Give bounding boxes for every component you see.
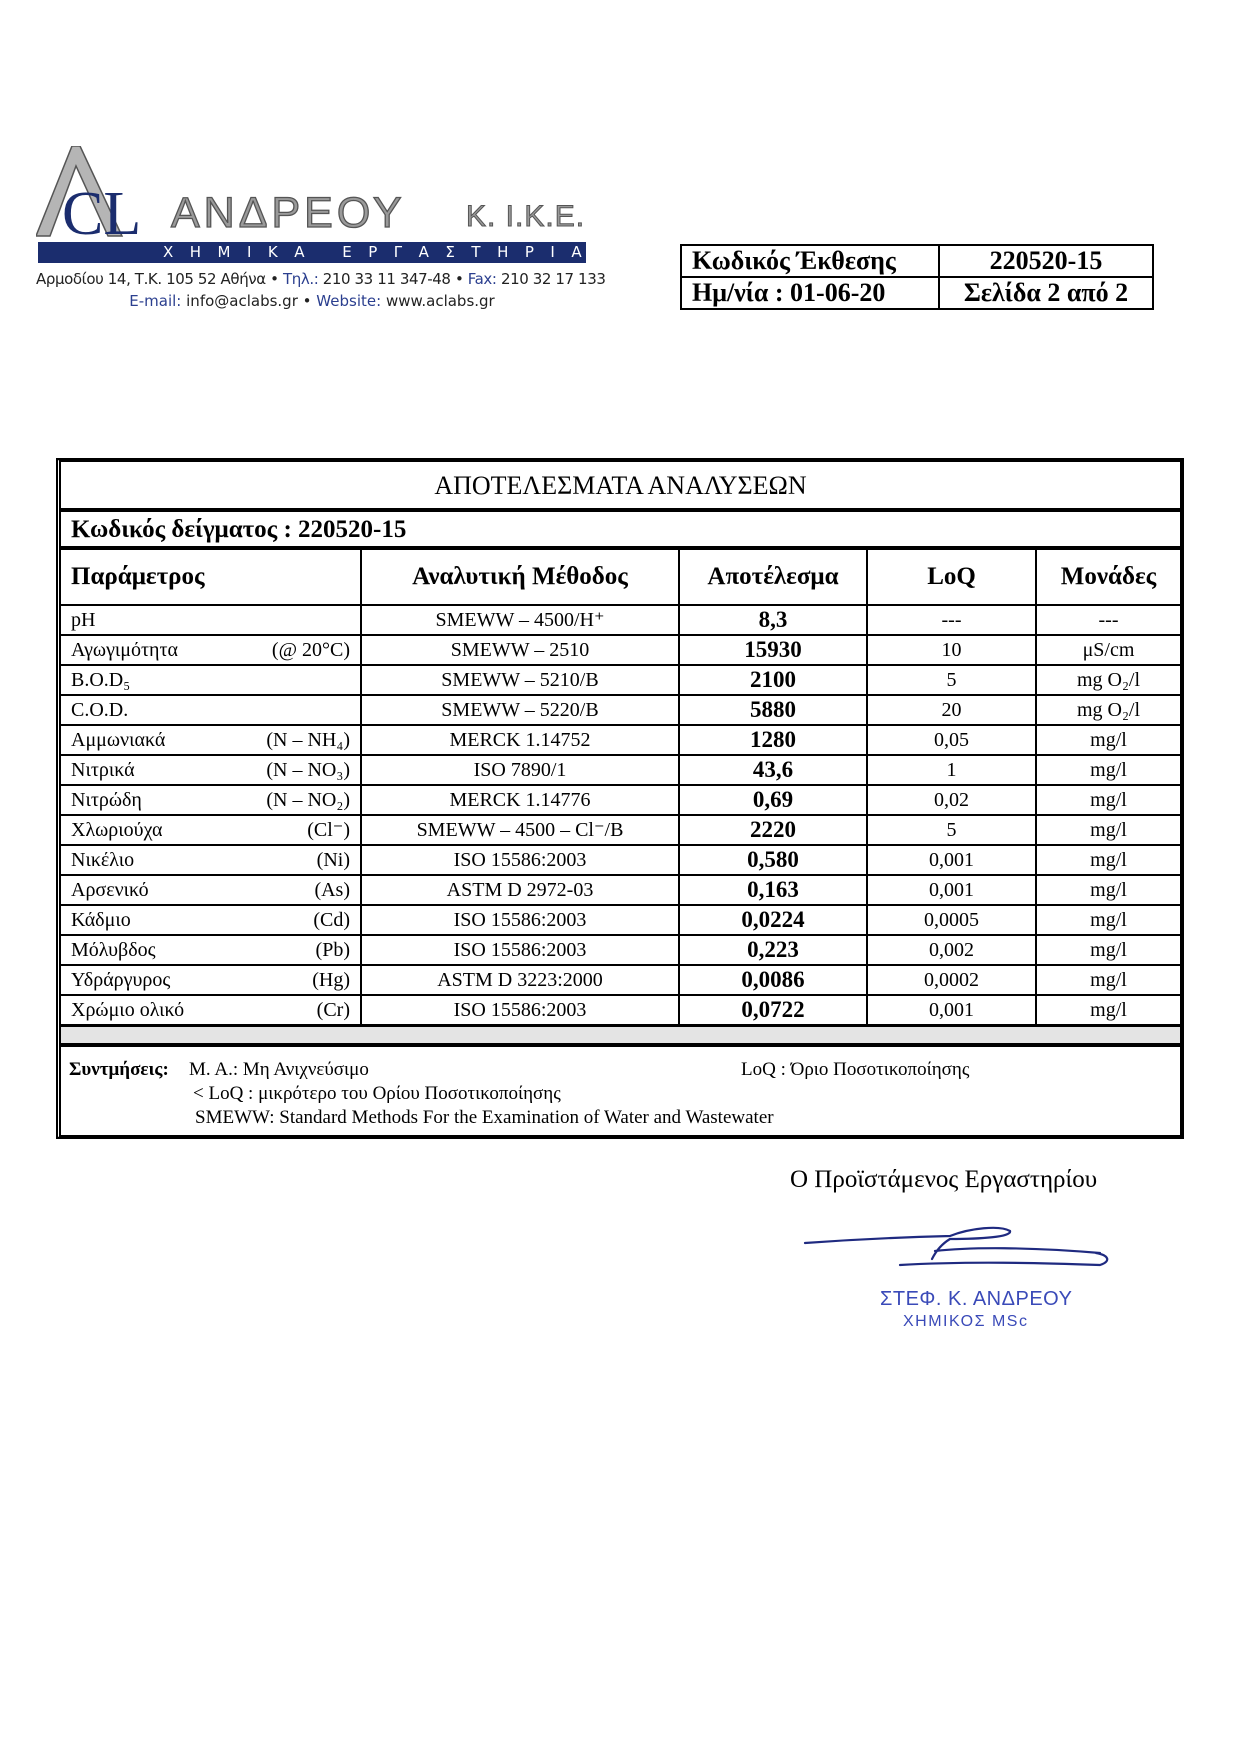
cell-unit: mg/l	[1036, 875, 1180, 905]
cell-parameter	[61, 995, 361, 1026]
stamp-name: ΣΤΕΦ. Κ. ΑΝΔΡΕΟΥ	[880, 1288, 1073, 1310]
cell-unit: mg/l	[1036, 755, 1180, 785]
table-row	[61, 725, 1180, 755]
cell-method: MERCK 1.14752	[361, 725, 679, 755]
table-row	[61, 785, 1180, 815]
separator: •	[270, 270, 279, 288]
email-label: E-mail:	[129, 292, 182, 310]
parameter-name: Νιτρικά	[71, 759, 135, 781]
parameter-qualifier: (As)	[314, 879, 350, 901]
abbr-smeww: SMEWW: Standard Methods For the Examination of Water and Wastewater	[195, 1107, 774, 1128]
cell-parameter	[61, 905, 361, 935]
cell-method: SMEWW – 2510	[361, 635, 679, 665]
parameter-name: Αμμωνιακά	[71, 729, 166, 751]
table-row	[61, 905, 1180, 935]
fax-label: Fax:	[467, 270, 497, 288]
report-date: Ημ/νία : 01-06-20	[681, 277, 939, 309]
table-row	[61, 995, 1180, 1026]
column-header-method: Αναλυτική Μέθοδος	[361, 550, 679, 605]
cell-method: SMEWW – 5220/B	[361, 695, 679, 725]
table-row	[61, 635, 1180, 665]
phone-label: Τηλ.:	[282, 270, 319, 288]
report-date-row	[681, 277, 1153, 309]
cell-method: SMEWW – 4500/H⁺	[361, 605, 679, 635]
table-row	[61, 665, 1180, 695]
signature-title: Ο Προϊστάμενος Εργαστηρίου	[790, 1166, 1098, 1193]
acl-logo-icon	[36, 146, 156, 241]
cell-parameter	[61, 635, 361, 665]
page-number: Σελίδα 2 από 2	[939, 277, 1153, 309]
abbreviations-label: Συντμήσεις:	[69, 1059, 169, 1080]
abbreviations	[61, 1047, 1180, 1135]
table-row	[61, 815, 1180, 845]
results-table	[56, 458, 1184, 1139]
cell-loq: 5	[867, 665, 1036, 695]
cell-method: SMEWW – 4500 – Cl⁻/B	[361, 815, 679, 845]
cell-unit: mg/l	[1036, 905, 1180, 935]
cell-unit: mg/l	[1036, 815, 1180, 845]
cell-unit: mg O₂/l	[1036, 695, 1180, 725]
parameter-name: Αγωγιμότητα	[71, 639, 179, 661]
address: Αρμοδίου 14, Τ.Κ. 105 52 Αθήνα	[36, 270, 266, 288]
parameter-qualifier: (Cr)	[316, 999, 350, 1021]
parameter-name: Κάδμιο	[71, 909, 131, 931]
cell-loq: ---	[867, 605, 1036, 635]
cell-result: 0,69	[679, 785, 867, 815]
table-row	[61, 755, 1180, 785]
abbr-loq: LoQ : Όριο Ποσοτικοποίησης	[741, 1059, 970, 1080]
results-rows	[61, 605, 1180, 1026]
cell-unit: mg/l	[1036, 785, 1180, 815]
abbr-not-detected: Μ. Α.: Μη Ανιχνεύσιμο	[189, 1059, 369, 1080]
contact-line	[36, 292, 588, 310]
cell-result: 0,0086	[679, 965, 867, 995]
cell-parameter	[61, 695, 361, 725]
cell-method: ISO 15586:2003	[361, 995, 679, 1026]
cell-result: 0,580	[679, 845, 867, 875]
cell-loq: 0,0005	[867, 905, 1036, 935]
column-header-parameter: Παράμετρος	[61, 550, 361, 605]
parameter-qualifier: (Pb)	[315, 939, 350, 961]
parameter-qualifier: (N – NO₂)	[266, 789, 350, 811]
report-code-row	[681, 245, 1153, 277]
table-row	[61, 605, 1180, 635]
parameter-name: Χλωριούχα	[71, 819, 163, 841]
cell-result: 0,163	[679, 875, 867, 905]
parameter-name: Αρσενικό	[71, 879, 149, 901]
parameter-name: Νιτρώδη	[71, 789, 142, 811]
column-header-row	[61, 550, 1180, 605]
cell-unit: μS/cm	[1036, 635, 1180, 665]
cell-loq: 0,001	[867, 995, 1036, 1026]
website-label: Website:	[316, 292, 382, 310]
cell-method: ISO 7890/1	[361, 755, 679, 785]
cell-unit: mg/l	[1036, 845, 1180, 875]
cell-unit: ---	[1036, 605, 1180, 635]
parameter-qualifier: (Hg)	[312, 969, 350, 991]
parameter-name: pH	[71, 609, 96, 631]
email-link[interactable]: info@aclabs.gr	[186, 292, 298, 310]
fax: 210 32 17 133	[500, 270, 606, 288]
parameter-qualifier: (Ni)	[316, 849, 350, 871]
cell-result: 8,3	[679, 605, 867, 635]
cell-result: 0,0722	[679, 995, 867, 1026]
company-suffix: Κ. Ι.Κ.Ε.	[466, 200, 586, 233]
parameter-name: C.O.D.	[71, 699, 129, 721]
column-header-result: Αποτέλεσμα	[679, 550, 867, 605]
cell-method: MERCK 1.14776	[361, 785, 679, 815]
cell-result: 2100	[679, 665, 867, 695]
parameter-name: Μόλυβδος	[71, 939, 156, 961]
table-row	[61, 935, 1180, 965]
tagline-bar	[38, 242, 599, 263]
column-header-loq: LoQ	[867, 550, 1036, 605]
cell-parameter	[61, 935, 361, 965]
cell-loq: 1	[867, 755, 1036, 785]
cell-loq: 0,02	[867, 785, 1036, 815]
cell-result: 0,0224	[679, 905, 867, 935]
parameter-name: B.O.D₅	[71, 669, 131, 691]
parameter-qualifier: (Cl⁻)	[307, 819, 350, 841]
column-header-units: Μονάδες	[1036, 550, 1180, 605]
cell-loq: 10	[867, 635, 1036, 665]
cell-method: ISO 15586:2003	[361, 845, 679, 875]
cell-result: 43,6	[679, 755, 867, 785]
cell-parameter	[61, 845, 361, 875]
cell-unit: mg O₂/l	[1036, 665, 1180, 695]
parameter-qualifier: (@ 20°C)	[271, 639, 350, 661]
cell-loq: 0,002	[867, 935, 1036, 965]
separator: •	[454, 270, 464, 288]
handwritten-signature-icon	[800, 1225, 1120, 1285]
sample-code: Κωδικός δείγματος : 220520-15	[61, 512, 1180, 550]
cell-parameter	[61, 785, 361, 815]
cell-unit: mg/l	[1036, 725, 1180, 755]
parameter-qualifier: (Cd)	[313, 909, 350, 931]
website-link[interactable]: www.aclabs.gr	[385, 292, 495, 310]
cell-method: ISO 15586:2003	[361, 935, 679, 965]
cell-parameter	[61, 665, 361, 695]
parameter-name: Χρώμιο ολικό	[71, 999, 185, 1021]
table-row	[61, 695, 1180, 725]
stamp-role: ΧΗΜΙΚΟΣ MSc	[903, 1313, 1029, 1330]
cell-result: 0,223	[679, 935, 867, 965]
cell-loq: 0,05	[867, 725, 1036, 755]
cell-parameter	[61, 875, 361, 905]
cell-parameter	[61, 755, 361, 785]
phone: 210 33 11 347-48	[322, 270, 451, 288]
cell-parameter	[61, 725, 361, 755]
cell-result: 15930	[679, 635, 867, 665]
cell-unit: mg/l	[1036, 965, 1180, 995]
cell-method: ASTM D 2972-03	[361, 875, 679, 905]
cell-loq: 0,0002	[867, 965, 1036, 995]
cell-unit: mg/l	[1036, 935, 1180, 965]
parameter-name: Νικέλιο	[71, 849, 135, 871]
parameter-qualifier: (N – NH₄)	[266, 729, 350, 751]
cell-loq: 0,001	[867, 845, 1036, 875]
cell-result: 2220	[679, 815, 867, 845]
parameter-name: Υδράργυρος	[71, 969, 171, 991]
report-info-box	[680, 244, 1154, 310]
company-letterhead	[36, 146, 606, 316]
cell-parameter	[61, 815, 361, 845]
cell-unit: mg/l	[1036, 995, 1180, 1026]
cell-method: SMEWW – 5210/B	[361, 665, 679, 695]
logo-initials: CL	[62, 180, 142, 241]
cell-loq: 5	[867, 815, 1036, 845]
cell-parameter	[61, 605, 361, 635]
table-row	[61, 845, 1180, 875]
company-name: ΑΝΔΡΕΟΥ	[171, 189, 406, 237]
cell-method: ASTM D 3223:2000	[361, 965, 679, 995]
cell-result: 1280	[679, 725, 867, 755]
results-grid	[61, 550, 1180, 1027]
table-row	[61, 965, 1180, 995]
cell-method: ISO 15586:2003	[361, 905, 679, 935]
report-code: 220520-15	[939, 245, 1153, 277]
cell-result: 5880	[679, 695, 867, 725]
separator: •	[302, 292, 312, 310]
address-line	[36, 270, 606, 288]
table-separator-band	[61, 1027, 1180, 1047]
cell-parameter	[61, 965, 361, 995]
report-code-label: Κωδικός Έκθεσης	[681, 245, 939, 277]
cell-loq: 0,001	[867, 875, 1036, 905]
cell-loq: 20	[867, 695, 1036, 725]
tagline: ΧΗΜΙΚΑ ΕΡΓΑΣΤΗΡΙΑ	[163, 243, 599, 261]
results-title: ΑΠΟΤΕΛΕΣΜΑΤΑ ΑΝΑΛΥΣΕΩΝ	[61, 462, 1180, 512]
table-row	[61, 875, 1180, 905]
parameter-qualifier: (N – NO₃)	[266, 759, 350, 781]
abbr-less-than-loq: < LoQ : μικρότερο του Ορίου Ποσοτικοποίησης	[193, 1083, 561, 1104]
